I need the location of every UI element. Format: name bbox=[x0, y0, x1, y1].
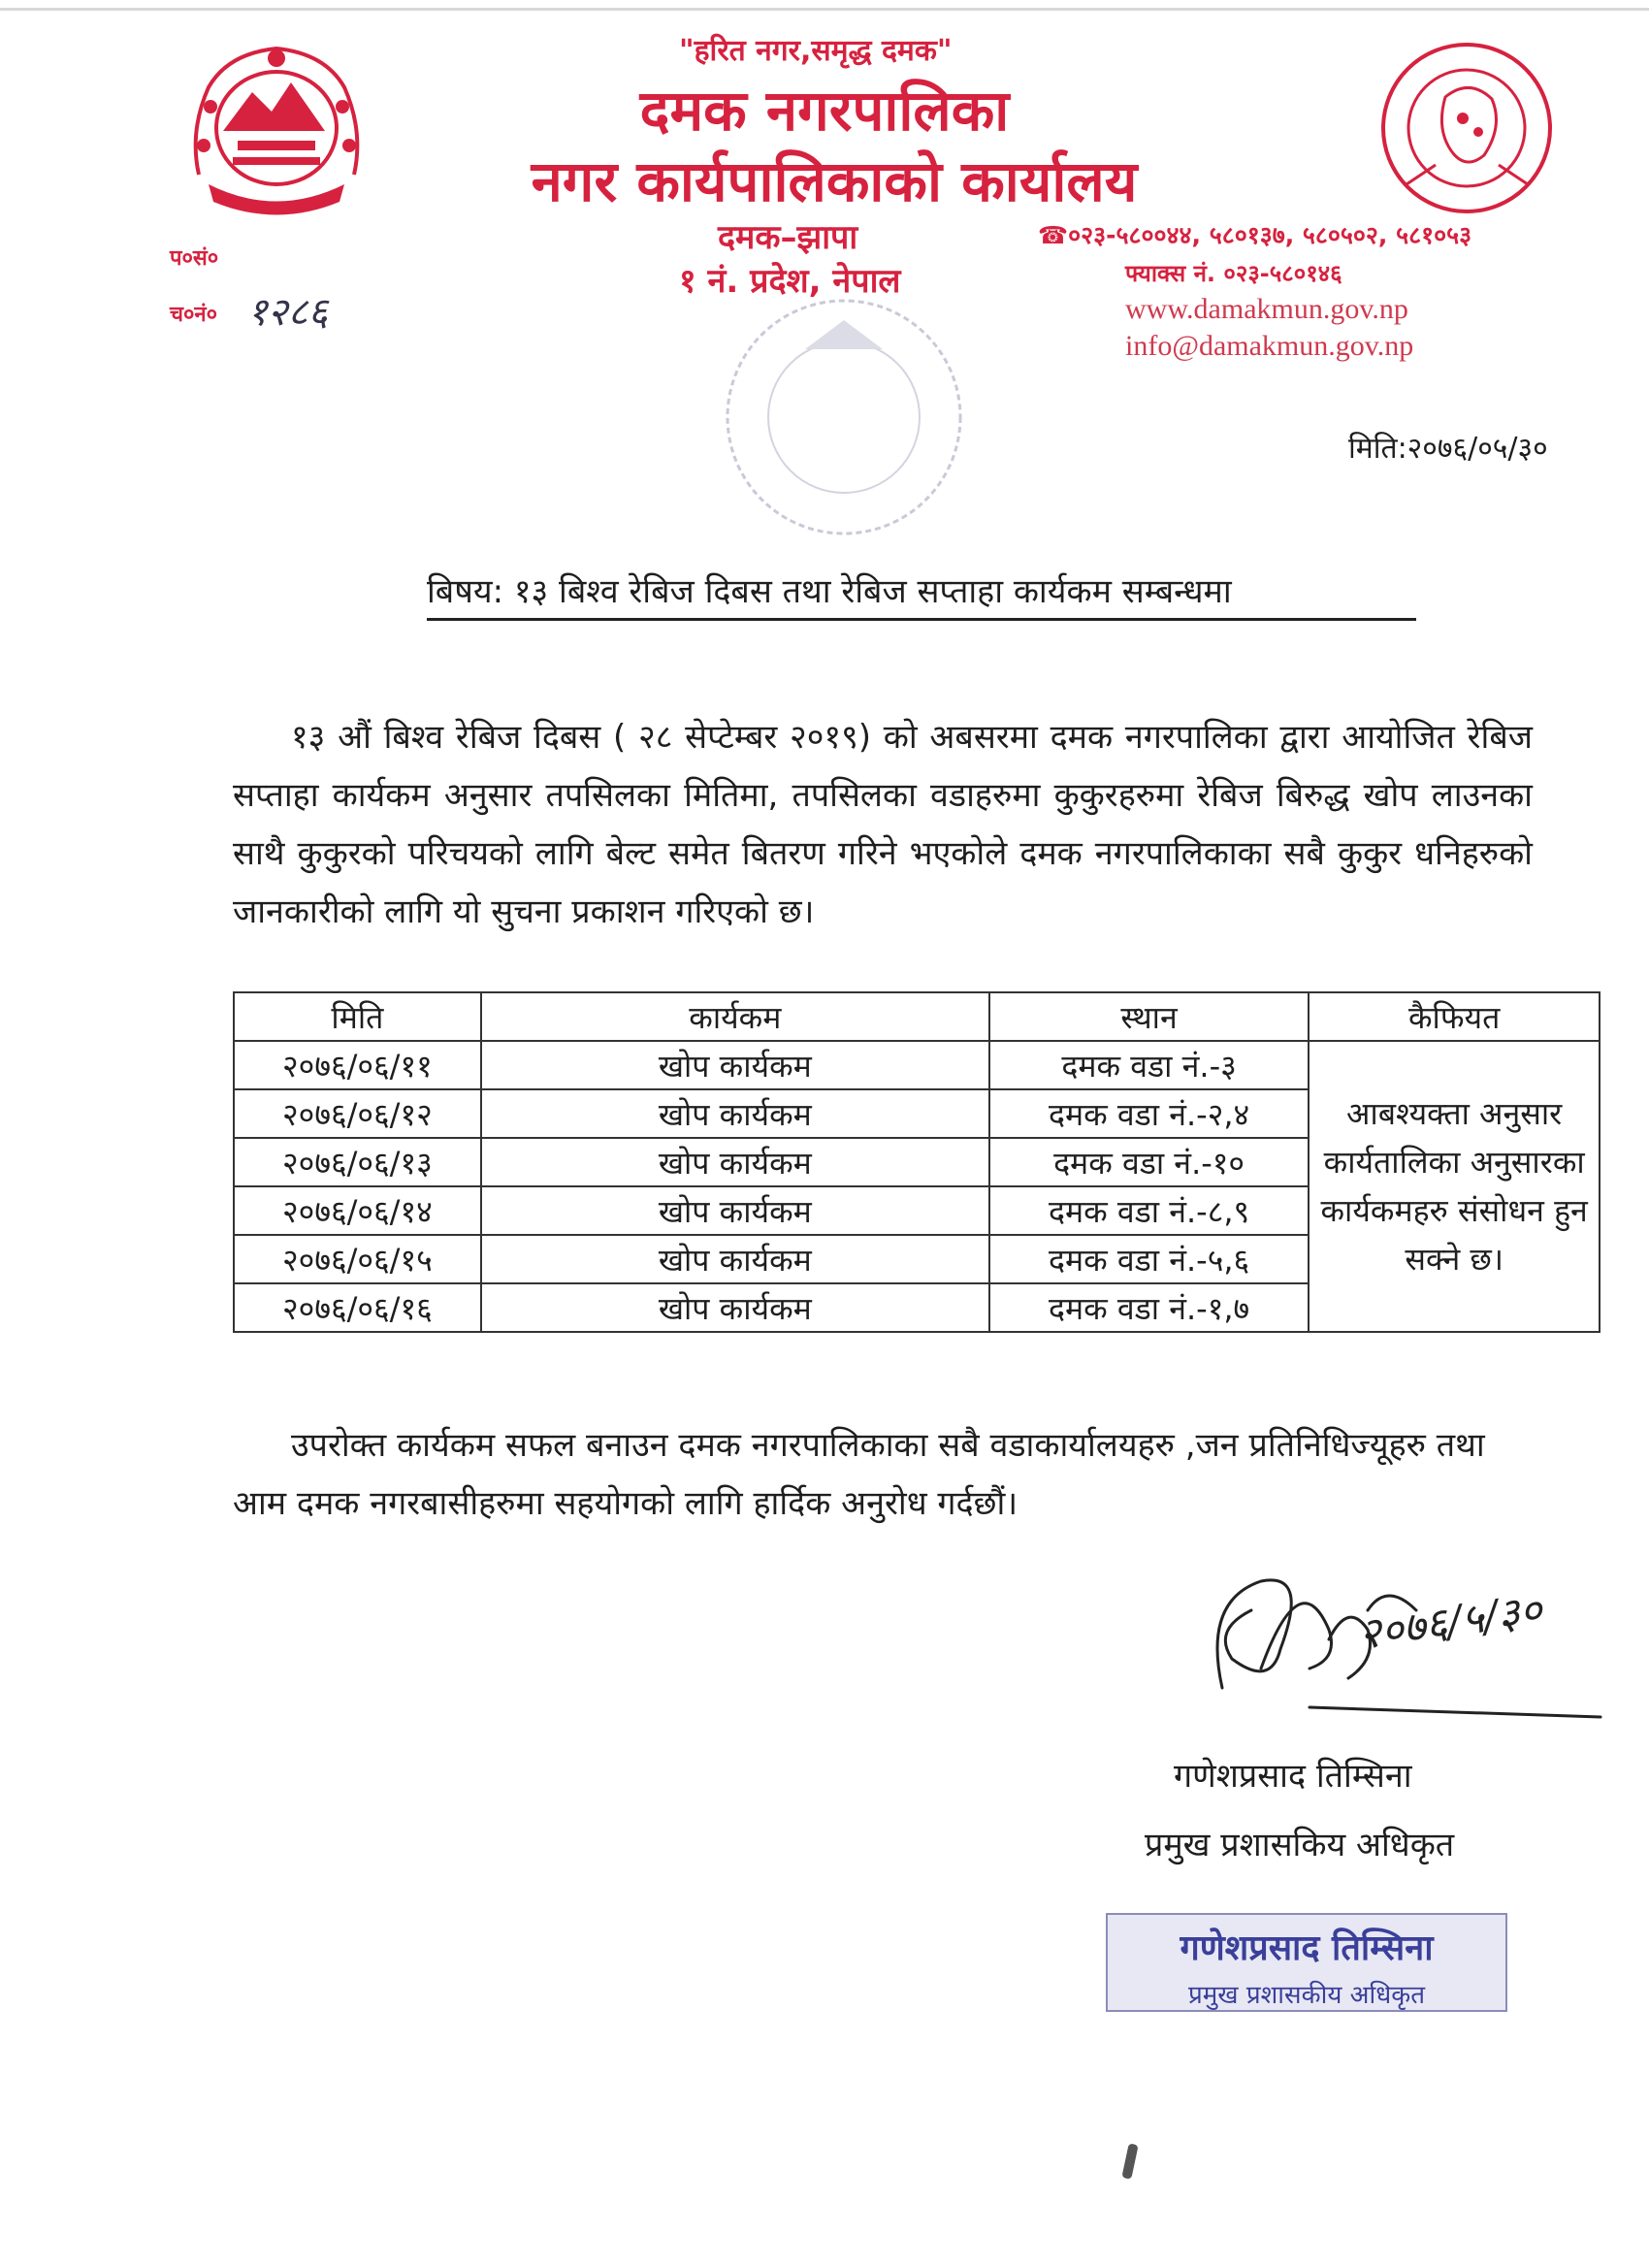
subject-line: बिषय: १३ बिश्व रेबिज दिबस तथा रेबिज सप्ताहा कार्यकम सम्बन्धमा bbox=[427, 567, 1416, 621]
cell-date: २०७६/०६/१२ bbox=[234, 1089, 481, 1138]
cell-place: दमक वडा नं.-१० bbox=[989, 1138, 1309, 1186]
signatory-title: प्रमुख प्रशासकिय अधिकृत bbox=[1145, 1826, 1455, 1864]
header-remark: कैफियत bbox=[1309, 992, 1600, 1041]
header-place: स्थान bbox=[989, 992, 1309, 1041]
cell-date: २०७६/०६/१३ bbox=[234, 1138, 481, 1186]
stamp-title: प्रमुख प्रशासकीय अधिकृत bbox=[1187, 1981, 1426, 2010]
reference-number-label: प०सं० bbox=[170, 246, 219, 271]
table-row bbox=[234, 1041, 1600, 1089]
cell-date: २०७६/०६/११ bbox=[234, 1041, 481, 1089]
cell-place: दमक वडा नं.-१,७ bbox=[989, 1283, 1309, 1332]
cell-program: खोप कार्यकम bbox=[481, 1186, 989, 1235]
schedule-table bbox=[233, 991, 1600, 1333]
office-stamp-watermark bbox=[698, 291, 989, 543]
address-line2: १ नं. प्रदेश, नेपाल bbox=[679, 262, 901, 301]
name-stamp bbox=[1106, 1913, 1507, 2012]
signature-date-handwritten: २०७६/५/३० bbox=[1355, 1585, 1545, 1660]
cell-place: दमक वडा नं.-३ bbox=[989, 1041, 1309, 1089]
email-link[interactable]: info@damakmun.gov.np bbox=[1125, 330, 1414, 362]
ink-mark bbox=[1121, 2143, 1138, 2179]
cell-date: २०७६/०६/१६ bbox=[234, 1283, 481, 1332]
closing-paragraph: उपरोक्त कार्यकम सफल बनाउन दमक नगरपालिकाका सबै वडाकार्यालयहरु ,जन प्रतिनिधिज्यूहरु तथा आम दमक नगरबासीहरुमा सहयोगको लागि हार्दिक अनुरोध गर्दछौं। bbox=[233, 1426, 1485, 1523]
cell-date: २०७६/०६/१४ bbox=[234, 1186, 481, 1235]
letter-date: मिति:२०७६/०५/३० bbox=[1348, 432, 1548, 466]
header-date: मिति bbox=[234, 992, 481, 1041]
cell-program: खोप कार्यकम bbox=[481, 1283, 989, 1332]
cell-place: दमक वडा नं.-२,४ bbox=[989, 1089, 1309, 1138]
nepal-emblem-logo bbox=[179, 39, 373, 228]
office-name: नगर कार्यपालिकाको कार्यालय bbox=[531, 148, 1138, 214]
cell-remark: आबश्यक्ता अनुसार कार्यतालिका अनुसारका कार्यकमहरु संसोधन हुन सक्ने छ। bbox=[1309, 1041, 1600, 1332]
address-line1: दमक–झापा bbox=[718, 218, 858, 257]
municipality-seal-logo bbox=[1377, 39, 1557, 218]
cell-place: दमक वडा नं.-८,९ bbox=[989, 1186, 1309, 1235]
cell-program: खोप कार्यकम bbox=[481, 1041, 989, 1089]
signatory-name: गणेशप्रसाद तिम्सिना bbox=[1174, 1757, 1412, 1796]
cell-program: खोप कार्यकम bbox=[481, 1138, 989, 1186]
fax-number: फ्याक्स नं. ०२३-५८०१४६ bbox=[1125, 260, 1342, 287]
cell-program: खोप कार्यकम bbox=[481, 1089, 989, 1138]
stamp-name: गणेशप्रसाद तिम्सिना bbox=[1180, 1928, 1434, 1968]
slogan: "हरित नगर,समृद्ध दमक" bbox=[679, 34, 953, 68]
header-program: कार्यकम bbox=[481, 992, 989, 1041]
organization-name: दमक नगरपालिका bbox=[639, 78, 1010, 144]
dispatch-number-label: च०नं० bbox=[170, 303, 218, 327]
cell-place: दमक वडा नं.-५,६ bbox=[989, 1235, 1309, 1283]
table-header-row bbox=[234, 992, 1600, 1041]
page-top-edge bbox=[0, 8, 1649, 11]
cell-program: खोप कार्यकम bbox=[481, 1235, 989, 1283]
phone-numbers: ☎०२३-५८००४४, ५८०१३७, ५८०५०२, ५८१०५३ bbox=[1038, 221, 1472, 249]
dispatch-number-handwritten: १२८६ bbox=[247, 290, 329, 335]
website-link[interactable]: www.damakmun.gov.np bbox=[1125, 293, 1408, 325]
body-paragraph: १३ औं बिश्व रेबिज दिबस ( २८ सेप्टेम्बर २०१९) को अबसरमा दमक नगरपालिका द्वारा आयोजित रेबिज सप्ताहा कार्यकम अनुसार तपसिलका मितिमा, तपसिलका वडाहरुमा कुकुरहरुमा रेबिज बिरुद्ध खोप लाउनका साथै कुकुरको परिचयको लागि बेल्ट समेत बितरण गरिने भएकोले दमक नगरपालिकाका सबै कुकुर धनिहरुको जानकारीको लागि यो सुचना प्रकाशन गरिएको छ। bbox=[233, 718, 1533, 931]
cell-date: २०७६/०६/१५ bbox=[234, 1235, 481, 1283]
